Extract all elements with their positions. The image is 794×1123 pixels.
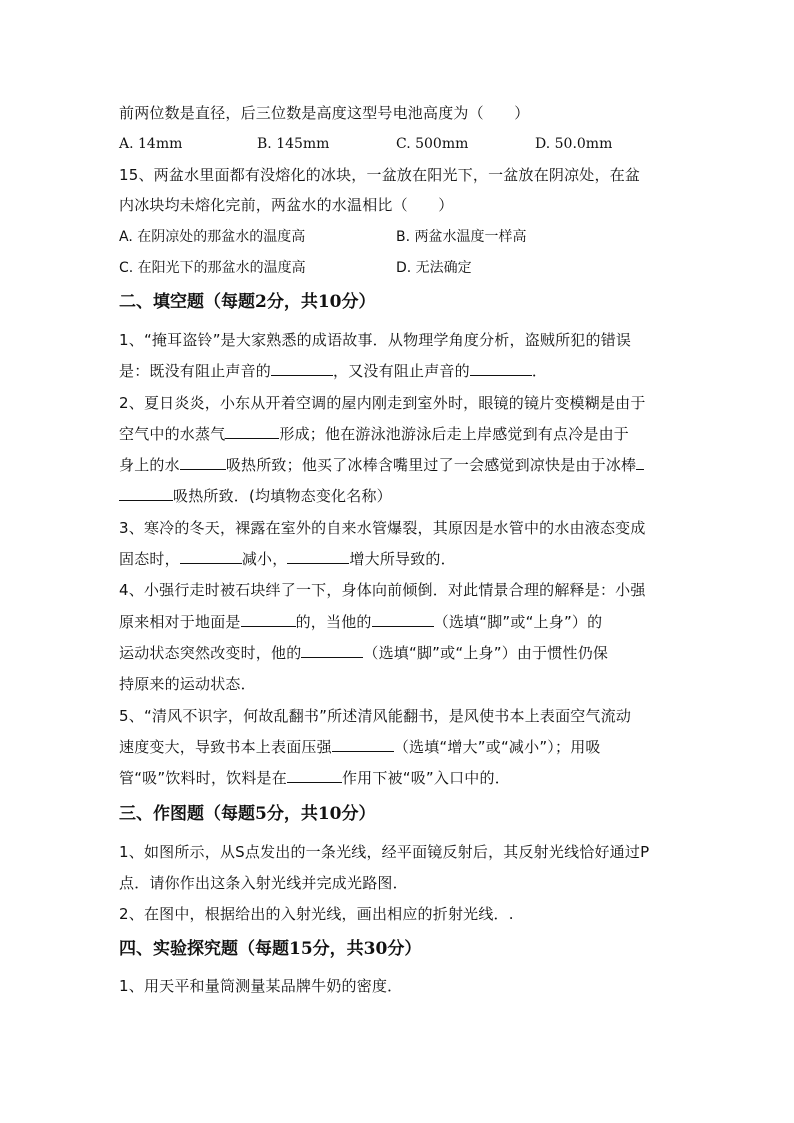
text: 形成；他在游泳池游泳后走上岸感觉到有点冷是由于 — [279, 425, 630, 443]
fill-q5-line2 — [119, 737, 601, 757]
q14-option-a[interactable]: A. 14mm — [119, 136, 183, 152]
text: 原来相对于地面是 — [119, 613, 241, 631]
draw-q2: 2、在图中，根据给出的入射光线，画出相应的折射光线．. — [119, 905, 514, 923]
blank[interactable] — [225, 424, 279, 439]
q15-option-c[interactable]: C. 在阳光下的那盆水的温度高 — [119, 260, 306, 276]
text: ，又没有阻止声音的 — [333, 362, 470, 380]
section-experiment-title: 四、实验探究题（每题15分，共30分） — [119, 939, 422, 959]
q15-option-b[interactable]: B. 两盆水温度一样高 — [396, 229, 527, 245]
fill-q2-line4 — [119, 486, 392, 506]
text: 减小， — [241, 550, 288, 568]
draw-q1-line2: 点．请你作出这条入射光线并完成光路图． — [119, 874, 408, 892]
blank[interactable] — [332, 737, 394, 752]
text: 空气中的水蒸气 — [119, 425, 226, 443]
q15-options-ab — [119, 227, 527, 247]
exp-q1: 1、用天平和量筒测量某品牌牛奶的密度． — [119, 977, 403, 995]
fill-q2-line1: 2、夏日炎炎，小东从开着空调的屋内刚走到室外时，眼镜的镜片变模糊是由于 — [119, 394, 646, 412]
text: 身上的水 — [119, 456, 180, 474]
draw-q1-line1: 1、如图所示，从S点发出的一条光线，经平面镜反射后，其反射光线恰好通过P — [119, 843, 650, 861]
fill-q2-line3 — [119, 455, 644, 475]
fill-q4-line3 — [119, 643, 608, 663]
text: 作用下被“吸”入口中的． — [341, 769, 510, 787]
fill-q4-line4: 持原来的运动状态． — [119, 675, 256, 693]
blank[interactable] — [271, 361, 333, 376]
text: （选填“增大”或“减小”）；用吸 — [393, 738, 601, 756]
q15-options-cd — [119, 258, 472, 278]
fill-q5-line1: 5、“清风不识字，何故乱翻书”所述清风能翻书，是风使书本上表面空气流动 — [119, 707, 632, 725]
section-fill-blank-title: 二、填空题（每题2分，共10分） — [119, 292, 376, 312]
q15-line2: 内冰块均未熔化完前，两盆水的水温相比（ ） — [119, 196, 454, 214]
section-drawing-title: 三、作图题（每题5分，共10分） — [119, 804, 376, 824]
q14-line: 前两位数是直径，后三位数是高度这型号电池高度为（ ） — [119, 104, 530, 122]
text: 的，当他的 — [295, 613, 372, 631]
blank[interactable] — [372, 612, 434, 627]
text: ． — [531, 362, 548, 380]
blank[interactable] — [180, 455, 226, 470]
text: （选填“脚”或“上身”）的 — [433, 613, 603, 631]
text: 运动状态突然改变时，他的 — [119, 644, 302, 662]
q15-line1: 15、两盆水里面都有没熔化的冰块，一盆放在阳光下，一盆放在阴凉处，在盆 — [119, 166, 641, 184]
blank[interactable] — [470, 361, 532, 376]
fill-q4-line2 — [119, 612, 602, 632]
fill-q3-line1: 3、寒冷的冬天，裸露在室外的自来水管爆裂，其原因是水管中的水由液态变成 — [119, 519, 646, 537]
blank[interactable] — [241, 612, 296, 627]
fill-q5-line3 — [119, 768, 510, 788]
text: （选填“脚”或“上身”）由于惯性仍保 — [363, 644, 609, 662]
fill-q3-line2 — [119, 549, 456, 569]
blank[interactable] — [119, 486, 173, 501]
text: 吸热所致．(均填物态变化名称） — [173, 487, 392, 505]
q14-options — [119, 134, 612, 154]
text: 是：既没有阻止声音的 — [119, 362, 272, 380]
text: 速度变大，导致书本上表面压强 — [119, 738, 332, 756]
text: 增大所导致的． — [349, 550, 456, 568]
q15-option-a[interactable]: A. 在阴凉处的那盆水的温度高 — [119, 229, 306, 245]
blank[interactable] — [636, 455, 644, 470]
q15-option-d[interactable]: D. 无法确定 — [396, 260, 472, 276]
text: 固态时， — [119, 550, 180, 568]
text: 管“吸”饮料时，饮料是在 — [119, 769, 287, 787]
fill-q1-line1: 1、“掩耳盗铃”是大家熟悉的成语故事．从物理学角度分析，盗贼所犯的错误 — [119, 331, 632, 349]
blank[interactable] — [287, 549, 349, 564]
blank[interactable] — [287, 768, 342, 783]
q14-option-c[interactable]: C. 500mm — [396, 136, 469, 152]
fill-q1-line2 — [119, 361, 547, 381]
text: 吸热所致；他买了冰棒含嘴里过了一会感觉到凉快是由于冰棒 — [225, 456, 637, 474]
q14-option-b[interactable]: B. 145mm — [257, 136, 330, 152]
blank[interactable] — [301, 643, 363, 658]
blank[interactable] — [180, 549, 242, 564]
fill-q2-line2 — [119, 424, 629, 444]
q14-option-d[interactable]: D. 50.0mm — [535, 136, 613, 152]
fill-q4-line1: 4、小强行走时被石块绊了一下，身体向前倾倒．对此情景合理的解释是：小强 — [119, 581, 646, 599]
